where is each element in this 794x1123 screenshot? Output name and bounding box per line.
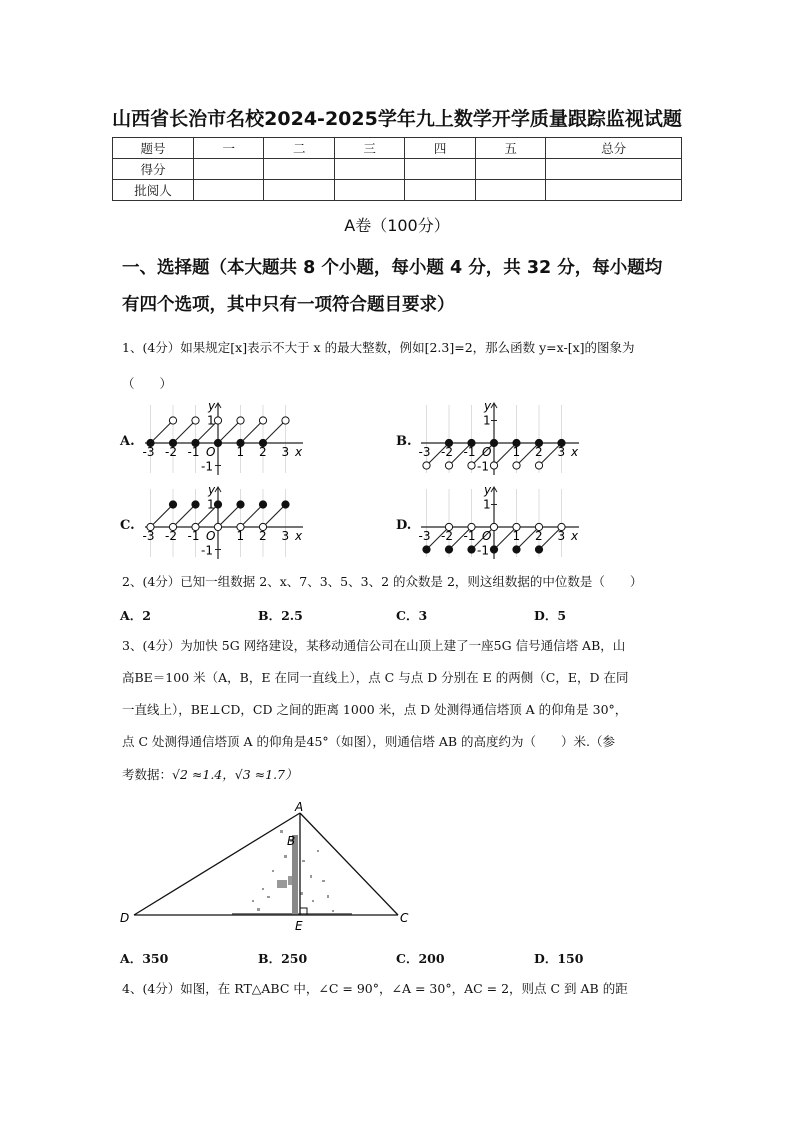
- table-cell: 一: [194, 138, 264, 159]
- q2-option-a[interactable]: A．2: [120, 608, 151, 623]
- q1-graph-d[interactable]: [419, 485, 581, 561]
- x-tick-label: -2: [441, 529, 453, 543]
- x-axis-label: x: [295, 445, 303, 459]
- q3-line2: 高BE＝100 米（A，B，E 在同一直线上），点 C 与点 D 分别在 E 的两侧（C，E，D 在同: [122, 670, 629, 685]
- segment-start-point: [468, 546, 475, 553]
- q3-option-d[interactable]: D．150: [534, 951, 584, 966]
- score-table: [112, 137, 682, 201]
- segment-end-point: [490, 523, 497, 530]
- graph-segment: [173, 505, 196, 528]
- table-cell: [334, 159, 404, 180]
- q3-label-a: A: [295, 800, 304, 814]
- table-cell: 总分: [546, 138, 682, 159]
- y-tick-neg-one-label: -1: [477, 459, 489, 474]
- q3-label-c: C: [400, 911, 409, 925]
- segment-start-point: [535, 546, 542, 553]
- q1-graph-a[interactable]: [143, 401, 305, 477]
- x-tick-label: -1: [187, 445, 200, 459]
- graph-segment: [241, 505, 264, 528]
- graph-segment: [263, 421, 286, 444]
- x-tick-label: -3: [419, 529, 431, 543]
- x-tick-label: 3: [557, 445, 566, 459]
- q3-option-c[interactable]: C．200: [396, 951, 445, 966]
- q3-option-a[interactable]: A．350: [120, 951, 169, 966]
- q3-line-ac: [300, 813, 398, 915]
- x-tick-label: -2: [165, 445, 177, 459]
- graph-segment: [151, 421, 174, 444]
- table-cell: [475, 180, 545, 201]
- segment-end-point: [259, 501, 266, 508]
- table-cell: 题号: [113, 138, 194, 159]
- x-tick-label: 2: [535, 529, 543, 543]
- section-a-heading: A卷（100分）: [344, 216, 450, 235]
- q3-line1: 3、(4分）为加快 5G 网络建设，某移动通信公司在山顶上建了一座5G 信号通信塔 AB，山: [122, 638, 626, 653]
- x-tick-label: 3: [557, 529, 566, 543]
- q2-option-d[interactable]: D．5: [534, 608, 567, 623]
- q1-graph-b[interactable]: [419, 401, 581, 477]
- q2-option-c[interactable]: C．3: [396, 608, 428, 623]
- q1-option-c-label: C.: [120, 518, 135, 533]
- part1-title: [122, 250, 682, 324]
- segment-start-point: [490, 462, 497, 469]
- x-tick-label: 3: [281, 445, 290, 459]
- q3-label-b: B: [287, 834, 296, 848]
- origin-label: O: [482, 529, 492, 543]
- segment-start-point: [423, 462, 430, 469]
- y-tick-one-label: 1: [207, 497, 215, 512]
- x-tick-label: -1: [187, 529, 200, 543]
- table-cell: [194, 180, 264, 201]
- origin-label: O: [206, 529, 216, 543]
- segment-end-point: [259, 417, 266, 424]
- y-axis-label: y: [484, 485, 492, 497]
- q1-option-d-label: D.: [396, 518, 412, 533]
- score-table-row: [113, 159, 682, 180]
- x-tick-label: 1: [236, 529, 245, 543]
- table-cell: 四: [405, 138, 475, 159]
- segment-start-point: [445, 462, 452, 469]
- x-tick-label: -1: [463, 529, 476, 543]
- segment-start-point: [513, 546, 520, 553]
- table-cell: [405, 180, 475, 201]
- segment-end-point: [282, 501, 289, 508]
- y-tick-neg-one-label: -1: [477, 543, 489, 558]
- x-tick-label: -3: [419, 445, 431, 459]
- table-cell: [194, 159, 264, 180]
- q3-label-d: D: [120, 911, 130, 925]
- table-cell: [264, 180, 334, 201]
- graph-segment: [263, 505, 286, 528]
- table-cell: [546, 180, 682, 201]
- x-tick-label: 1: [236, 445, 245, 459]
- table-cell: [546, 159, 682, 180]
- x-tick-label: -1: [463, 445, 476, 459]
- q4-stem: 4、(4分）如图，在 RT△ABC 中，∠C = 90°，∠A = 30°，AC = 2，则点 C 到 AB 的距: [122, 981, 628, 996]
- table-cell: [334, 180, 404, 201]
- x-tick-label: -3: [143, 529, 155, 543]
- score-table-header-row: [113, 138, 682, 159]
- q3-line-da: [134, 813, 300, 915]
- q3-ref-prefix: 考数据：: [122, 767, 173, 782]
- q1-blank: （ ）: [122, 376, 173, 391]
- q1-option-b-label: B.: [396, 434, 412, 449]
- segment-start-point: [535, 462, 542, 469]
- table-cell: [475, 159, 545, 180]
- origin-label: O: [482, 445, 492, 459]
- segment-end-point: [490, 439, 497, 446]
- q3-option-b[interactable]: B．250: [258, 951, 308, 966]
- x-tick-label: -2: [441, 445, 453, 459]
- page-title: 山西省长治市名校2024-2025学年九上数学开学质量跟踪监视试题: [112, 108, 682, 130]
- graph-segment: [218, 505, 241, 528]
- y-tick-neg-one-label: -1: [201, 459, 213, 474]
- q3-ref-sqrt3: √3 ≈1.7）: [234, 767, 298, 782]
- y-tick-one-label: 1: [483, 497, 491, 512]
- part1-title-line2: 有四个选项，其中只有一项符合题目要求）: [122, 295, 455, 315]
- segment-start-point: [445, 546, 452, 553]
- y-tick-neg-one-label: -1: [201, 543, 213, 558]
- q2-stem: 2、(4分）已知一组数据 2、x、7、3、5、3、2 的众数是 2，则这组数据的中位数是（ ）: [122, 574, 643, 589]
- x-axis-label: x: [571, 445, 579, 459]
- segment-end-point: [169, 501, 176, 508]
- segment-end-point: [192, 417, 199, 424]
- segment-start-point: [214, 439, 221, 446]
- y-tick-one-label: 1: [483, 413, 491, 428]
- q3-ref-sqrt2: √2 ≈1.4，: [172, 767, 235, 782]
- table-cell: 三: [334, 138, 404, 159]
- y-tick-one-label: 1: [207, 413, 215, 428]
- graph-segment: [218, 421, 241, 444]
- x-tick-label: 3: [281, 529, 290, 543]
- q2-option-b[interactable]: B．2.5: [258, 608, 303, 623]
- segment-start-point: [490, 546, 497, 553]
- part1-title-line1: 一、选择题（本大题共 8 个小题，每小题 4 分，共 32 分，每小题均: [122, 258, 663, 278]
- table-cell: 二: [264, 138, 334, 159]
- segment-end-point: [169, 417, 176, 424]
- x-tick-label: 2: [259, 529, 267, 543]
- table-cell: 批阅人: [113, 180, 194, 201]
- q3-figure: [112, 800, 422, 935]
- x-tick-label: 1: [512, 529, 521, 543]
- x-tick-label: 2: [535, 445, 543, 459]
- q3-label-e: E: [295, 919, 303, 933]
- graph-segment: [173, 421, 196, 444]
- q1-stem: 1、(4分）如果规定[x]表示不大于 x 的最大整数，例如[2.3]=2，那么函数 y=x-[x]的图象为: [122, 340, 635, 355]
- segment-start-point: [423, 546, 430, 553]
- q1-option-a-label: A.: [120, 434, 135, 449]
- y-axis-label: y: [208, 401, 216, 413]
- x-axis-label: x: [571, 529, 579, 543]
- segment-end-point: [237, 501, 244, 508]
- q3-line3: 一直线上），BE⊥CD，CD 之间的距离 1000 米，点 D 处测得通信塔顶 A 的仰角是 30°，: [122, 702, 628, 717]
- score-table-row: [113, 180, 682, 201]
- x-tick-label: 2: [259, 445, 267, 459]
- graph-segment: [151, 505, 174, 528]
- y-axis-label: y: [208, 485, 216, 497]
- graph-segment: [241, 421, 264, 444]
- q1-graph-c[interactable]: [143, 485, 305, 561]
- segment-end-point: [237, 417, 244, 424]
- x-tick-label: 1: [512, 445, 521, 459]
- q3-line5: [122, 759, 682, 791]
- q3-line4: 点 C 处测得通信塔顶 A 的仰角是45°（如图），则通信塔 AB 的高度约为（ ）米.（参: [122, 734, 616, 749]
- x-tick-label: -2: [165, 529, 177, 543]
- segment-start-point: [214, 523, 221, 530]
- segment-end-point: [282, 417, 289, 424]
- table-cell: 五: [475, 138, 545, 159]
- segment-end-point: [214, 501, 221, 508]
- origin-label: O: [206, 445, 216, 459]
- table-cell: [405, 159, 475, 180]
- x-axis-label: x: [295, 529, 303, 543]
- segment-start-point: [513, 462, 520, 469]
- table-cell: [264, 159, 334, 180]
- y-axis-label: y: [484, 401, 492, 413]
- segment-end-point: [214, 417, 221, 424]
- segment-end-point: [192, 501, 199, 508]
- segment-start-point: [468, 462, 475, 469]
- table-cell: 得分: [113, 159, 194, 180]
- x-tick-label: -3: [143, 445, 155, 459]
